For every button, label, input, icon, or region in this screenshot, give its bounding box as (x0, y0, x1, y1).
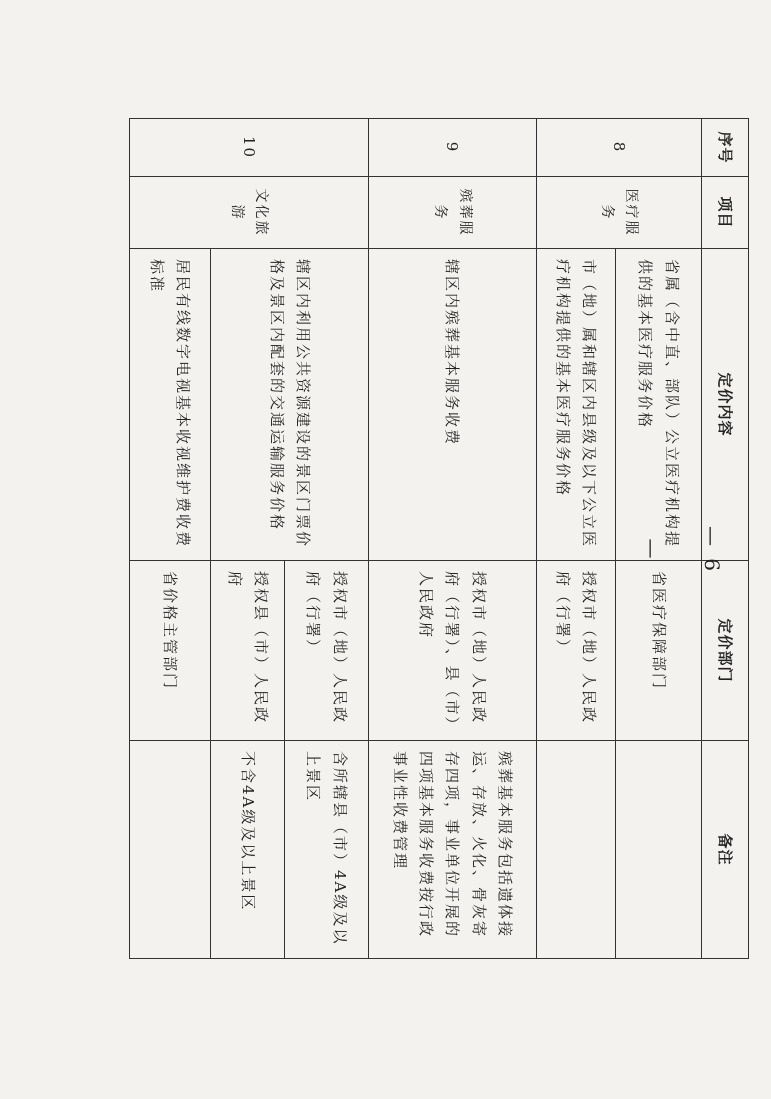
table-row (285, 119, 369, 959)
row-content: 辖区内利用公共资源建设的景区门票价格及景区内配套的交通运输服务价格 (211, 249, 368, 561)
row-seq: 8 (536, 119, 701, 177)
row-note: 含所辖县（市）4A级及以上景区 (285, 741, 369, 959)
row-dept: 省价格主管部门 (130, 561, 211, 741)
row-content: 辖区内殡葬基本服务收费 (368, 249, 536, 561)
row-content: 居民有线数字电视基本收视维护费收费标准 (130, 249, 211, 561)
header-content: 定价内容 (702, 249, 749, 561)
row-note (536, 741, 615, 959)
row-item: 文化旅游 (130, 177, 369, 249)
row-dept: 授权市（地）人民政府（行署） (536, 561, 615, 741)
row-content: 市（地）属和辖区内县级及以下公立医疗机构提供的基本医疗服务价格 (536, 249, 615, 561)
row-item: 殡葬服务 (368, 177, 536, 249)
header-dept: 定价部门 (702, 561, 749, 741)
table-row (368, 119, 536, 959)
row-note: 殡葬基本服务包括遗体接运、存放、火化、骨灰寄存四项，事业单位开展的四项基本服务收费按行政事业性收费管理 (368, 741, 536, 959)
row-note (130, 741, 211, 959)
row-note: 不含4A级及以上景区 (211, 741, 285, 959)
row-content: 省属（含中直、部队）公立医疗机构提供的基本医疗服务价格 (615, 249, 701, 561)
row-dept: 授权市（地）人民政府（行署） (285, 561, 369, 741)
row-note (615, 741, 701, 959)
row-item: 医疗服务 (536, 177, 701, 249)
header-item: 项目 (702, 177, 749, 249)
row-dept: 授权县（市）人民政府 (211, 561, 285, 741)
row-dept: 省医疗保障部门 (615, 561, 701, 741)
header-seq: 序号 (702, 119, 749, 177)
row-seq: 10 (130, 119, 369, 177)
row-dept: 授权市（地）人民政府（行署）、县（市）人民政府 (368, 561, 536, 741)
header-note: 备注 (702, 741, 749, 959)
page-number: — 6 — (640, 525, 724, 575)
row-seq: 9 (368, 119, 536, 177)
